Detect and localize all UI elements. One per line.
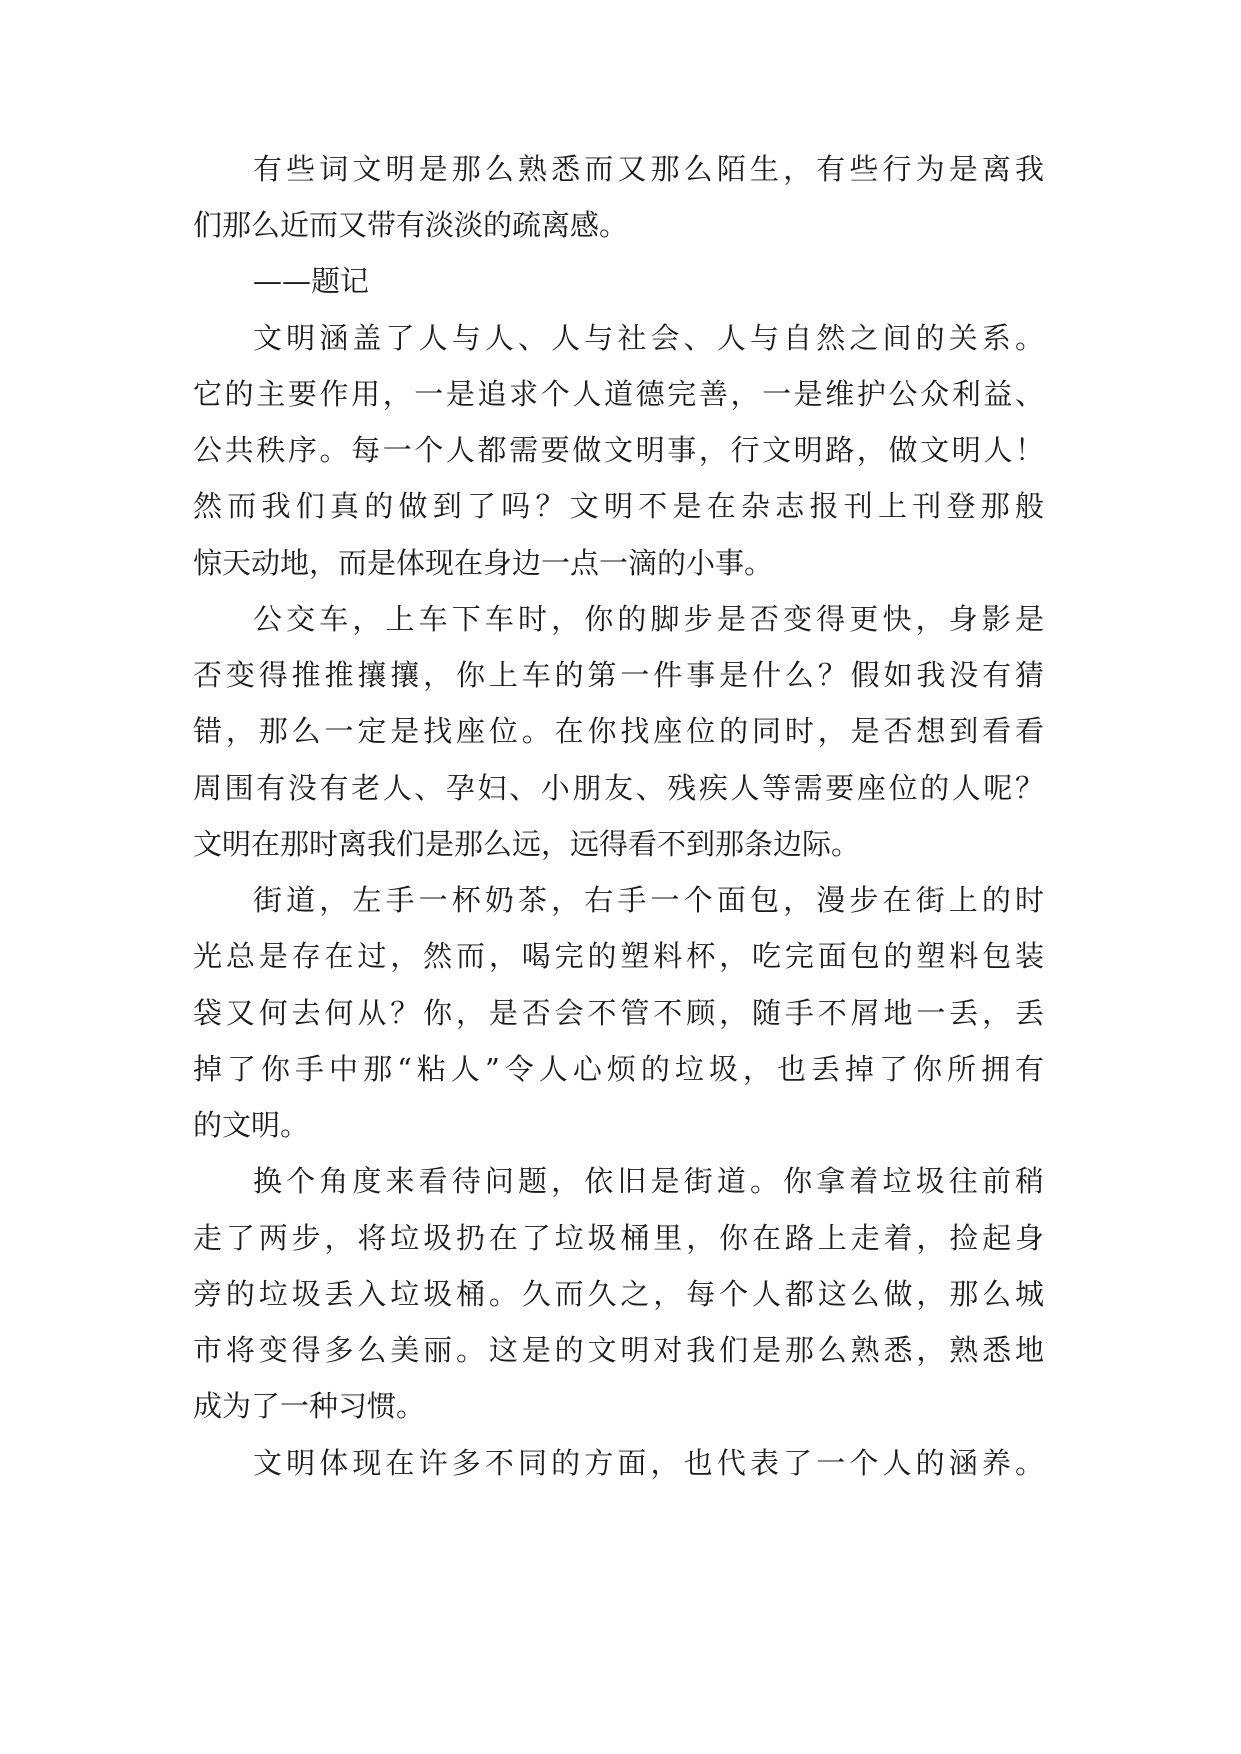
paragraph-line: 走了两步，将垃圾扔在了垃圾桶里，你在路上走着，捡起身 [193, 1221, 1044, 1255]
paragraph-line: 的文明。 [193, 1108, 310, 1142]
epigraph-line: 有些词文明是那么熟悉而又那么陌生，有些行为是离我 [253, 152, 1044, 186]
paragraph-line: 光总是存在过，然而，喝完的塑料杯，吃完面包的塑料包装 [193, 939, 1044, 973]
paragraph-line: 成为了一种习惯。 [193, 1389, 426, 1423]
paragraph-line: 街道，左手一杯奶茶，右手一个面包，漫步在街上的时 [253, 883, 1044, 917]
paragraph-line: 错，那么一定是找座位。在你找座位的同时，是否想到看看 [193, 714, 1044, 748]
paragraph-line: 袋又何去何从？你，是否会不管不顾，随手不屑地一丢，丢 [193, 996, 1044, 1030]
paragraph-line: 换个角度来看待问题，依旧是街道。你拿着垃圾往前稍 [253, 1164, 1044, 1198]
epigraph-line: 们那么近而又带有淡淡的疏离感。 [193, 208, 629, 242]
paragraph-line: 市将变得多么美丽。这是的文明对我们是那么熟悉，熟悉地 [193, 1333, 1044, 1367]
paragraph-line: 公交车，上车下车时，你的脚步是否变得更快，身影是 [253, 602, 1044, 636]
paragraph-line: 公共秩序。每一个人都需要做文明事，行文明路，做文明人！ [193, 433, 1044, 467]
paragraph-line: 文明体现在许多不同的方面，也代表了一个人的涵养。 [253, 1446, 1044, 1480]
paragraph-line: 它的主要作用，一是追求个人道德完善，一是维护公众利益、 [193, 377, 1044, 411]
paragraph-line: 周围有没有老人、孕妇、小朋友、残疾人等需要座位的人呢？ [193, 771, 1044, 805]
paragraph-line: 旁的垃圾丢入垃圾桶。久而久之，每个人都这么做，那么城 [193, 1277, 1044, 1311]
paragraph-line: 文明涵盖了人与人、人与社会、人与自然之间的关系。 [253, 321, 1044, 355]
paragraph-line: 文明在那时离我们是那么远，远得看不到那条边际。 [193, 827, 861, 861]
paragraph-line: 惊天动地，而是体现在身边一点一滴的小事。 [193, 546, 774, 580]
paragraph-line: 掉了你手中那“粘人”令人心烦的垃圾，也丢掉了你所拥有 [193, 1052, 1044, 1086]
paragraph-line: 然而我们真的做到了吗？文明不是在杂志报刊上刊登那般 [193, 489, 1044, 523]
paragraph-line: 否变得推推攘攘，你上车的第一件事是什么？假如我没有猜 [193, 658, 1044, 692]
epigraph-attribution: ——题记 [253, 264, 370, 298]
